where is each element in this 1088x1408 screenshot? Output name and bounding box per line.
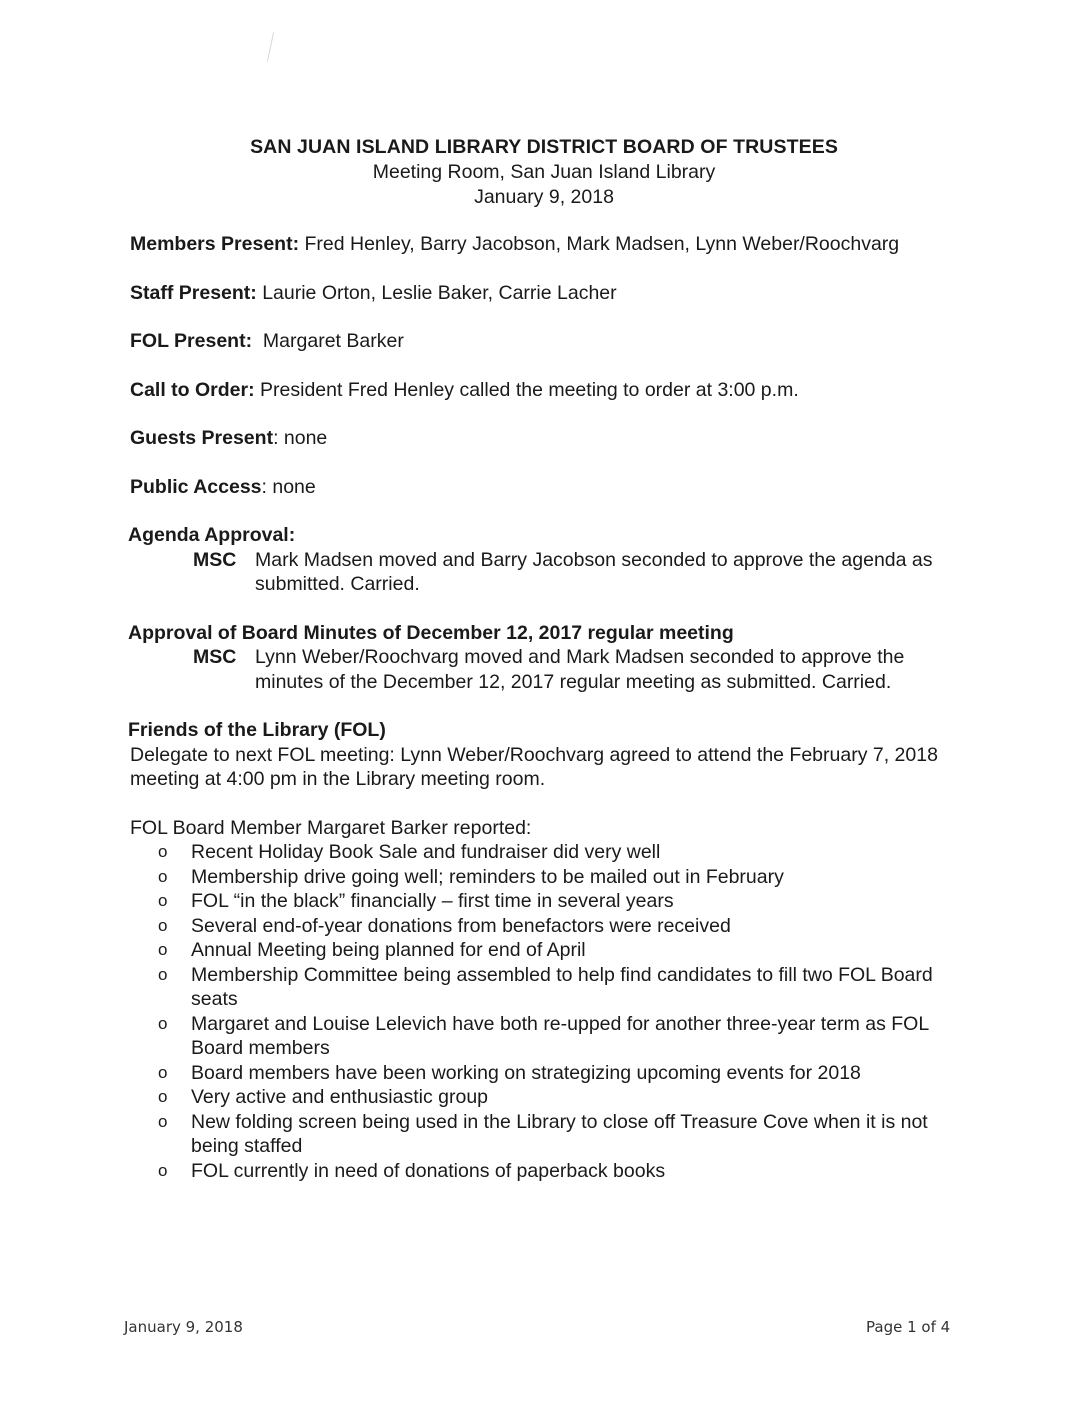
public-access (130, 475, 950, 500)
list-item (158, 1110, 950, 1159)
staff-present (130, 281, 950, 306)
meeting-date: January 9, 2018 (474, 186, 614, 208)
list-item-text: Membership drive going well; reminders to be mailed out in February (191, 865, 784, 888)
fol-present-label: FOL Present: (130, 330, 253, 352)
members-present-label: Members Present: (130, 233, 300, 255)
fol-delegate: Delegate to next FOL meeting: Lynn Weber/Roochvarg agreed to attend the February 7, 2018 meeting at 4:00 pm in the Library meeting room. (130, 743, 938, 790)
list-item-text: Margaret and Louise Lelevich have both re-upped for another three-year term as FOL Board members (191, 1012, 929, 1059)
document-header (0, 134, 1088, 210)
bullet-marker: o (158, 1062, 168, 1082)
list-item-text: Recent Holiday Book Sale and fundraiser did very well (191, 841, 661, 863)
list-item-text: Several end-of-year donations from benefactors were received (191, 914, 731, 937)
minutes-body (130, 232, 950, 1183)
bullet-marker: o (158, 1013, 168, 1033)
footer-date: January 9, 2018 (124, 1318, 243, 1336)
call-to-order (130, 378, 950, 403)
call-to-order-label: Call to Order: (130, 378, 255, 401)
bullet-marker: o (158, 866, 168, 886)
bullet-marker: o (158, 1160, 168, 1180)
list-item (158, 1085, 950, 1110)
list-item (158, 963, 950, 1012)
bullet-marker: o (158, 915, 168, 935)
members-present (130, 232, 950, 257)
list-item (158, 914, 950, 939)
staff-present-value: Laurie Orton, Leslie Baker, Carrie Lacher (256, 281, 617, 304)
list-item-text: Membership Committee being assembled to help find candidates to fill two FOL Board seats (191, 963, 933, 1010)
list-item-text: Annual Meeting being planned for end of April (191, 939, 586, 961)
list-item-text: FOL currently in need of donations of paperback books (191, 1159, 666, 1182)
list-item-text: New folding screen being used in the Library to close off Treasure Cove when it is not being staffed (191, 1110, 928, 1157)
list-item (158, 840, 950, 865)
document-title: SAN JUAN ISLAND LIBRARY DISTRICT BOARD OF TRUSTEES (250, 136, 838, 158)
guests-present (130, 426, 950, 451)
list-item (158, 1159, 950, 1184)
minutes-motion-tag: MSC (193, 646, 237, 668)
agenda-motion-tag: MSC (193, 548, 237, 571)
call-to-order-value: President Fred Henley called the meeting to order at 3:00 p.m. (254, 378, 799, 401)
staff-present-label: Staff Present: (130, 281, 257, 304)
fol-report-list (130, 840, 950, 1183)
list-item (158, 865, 950, 890)
bullet-marker: o (158, 1087, 168, 1106)
footer-page-number: Page 1 of 4 (866, 1318, 951, 1336)
bullet-marker: o (158, 842, 168, 861)
list-item (158, 889, 950, 914)
members-present-value: Fred Henley, Barry Jacobson, Mark Madsen, Lynn Weber/Roochvarg (299, 233, 900, 255)
agenda-motion-text: Mark Madsen moved and Barry Jacobson seconded to approve the agenda as submitted. Carried. (255, 548, 933, 595)
guests-present-label: Guests Present (130, 427, 274, 449)
meeting-location: Meeting Room, San Juan Island Library (372, 161, 716, 183)
list-item (158, 1061, 950, 1086)
bullet-marker: o (158, 940, 168, 959)
list-item-text: Very active and enthusiastic group (191, 1086, 489, 1108)
list-item (158, 938, 950, 963)
bullet-marker: o (158, 964, 168, 984)
fol-present (130, 329, 950, 354)
agenda-motion (193, 548, 950, 597)
public-access-label: Public Access (130, 475, 262, 498)
public-access-value: : none (261, 475, 316, 498)
guests-present-value: : none (273, 427, 328, 449)
minutes-motion-text: Lynn Weber/Roochvarg moved and Mark Madsen seconded to approve the minutes of the December 12, 2017 regular meeting as submitted. Carried. (255, 646, 905, 693)
fol-heading: Friends of the Library (FOL) (128, 719, 386, 741)
fol-report-intro: FOL Board Member Margaret Barker reported: (130, 816, 532, 839)
minutes-motion (193, 645, 950, 694)
bullet-marker: o (158, 1111, 168, 1131)
scan-mark (267, 32, 276, 62)
agenda-approval-heading: Agenda Approval: (128, 524, 296, 546)
fol-present-value: Margaret Barker (252, 330, 404, 352)
minutes-approval-heading: Approval of Board Minutes of December 12, 2017 regular meeting (128, 621, 734, 644)
list-item-text: FOL “in the black” financially – first time in several years (191, 890, 674, 912)
list-item (158, 1012, 950, 1061)
bullet-marker: o (158, 891, 168, 910)
list-item-text: Board members have been working on strategizing upcoming events for 2018 (191, 1061, 861, 1084)
